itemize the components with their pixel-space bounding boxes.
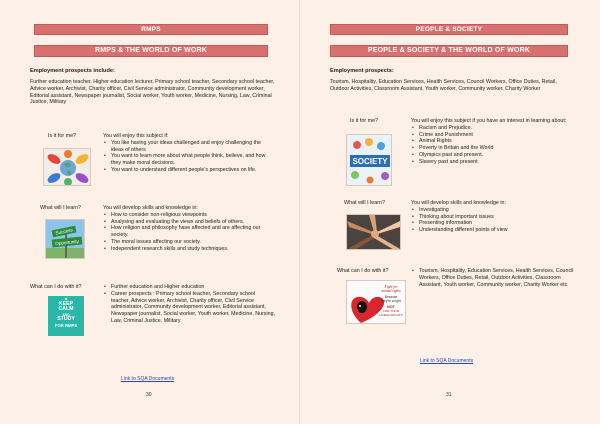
- keep-calm-line: CALM: [58, 306, 74, 313]
- list-item: • How religion and philosophy have affected and are affecting our society.: [103, 225, 275, 239]
- page-subbanner: PEOPLE & SOCIETY & THE WORLD OF WORK: [330, 45, 568, 57]
- road-sign-image: [45, 219, 85, 259]
- section-content: [411, 200, 576, 234]
- animal-rights-image: [346, 280, 406, 324]
- list-item: • Understanding different points of view: [411, 227, 576, 234]
- section-content: [103, 133, 273, 174]
- section-intro: You will develop skills and knowledge in:: [103, 205, 198, 211]
- employment-prospects: [30, 68, 278, 106]
- sign-opportunity-text: Opportunity: [54, 238, 80, 247]
- prospects-heading: Employment prospects include:: [30, 68, 115, 74]
- crown-icon: ♕: [64, 297, 68, 301]
- page-subbanner: RMPS & THE WORLD OF WORK: [34, 45, 268, 57]
- sqa-documents-link[interactable]: Link to SQA Documents: [121, 376, 175, 382]
- page-banner: PEOPLE & SOCIETY: [330, 24, 568, 35]
- list-item: • Animal Rights: [411, 138, 576, 145]
- list-item: • The moral issues affecting our society.: [103, 239, 275, 246]
- list-item: • Crime and Punishment: [411, 132, 576, 139]
- page-number: 30: [146, 392, 152, 398]
- section-content: [103, 205, 275, 252]
- bullet-list: [411, 207, 576, 234]
- section-content: [411, 268, 578, 288]
- hands-and-globe-image: [43, 148, 91, 186]
- joined-hands-image: [346, 214, 401, 250]
- keep-calm-line: KEEP: [58, 300, 74, 307]
- keep-calm-line: STUDY: [57, 316, 75, 323]
- list-item: • Presenting information: [411, 220, 576, 227]
- right-page: [300, 0, 600, 424]
- page-banner: RMPS: [34, 24, 268, 35]
- sign-success-text: Success: [55, 227, 74, 236]
- section-label: What can I do with it?: [337, 268, 389, 274]
- section-intro: You will develop skills and knowledge in:: [411, 200, 506, 206]
- list-item: • How to consider non-religious viewpoints: [103, 212, 275, 219]
- list-item: • Independent research skills and study techniques.: [103, 246, 275, 253]
- section-label: What will I learn?: [40, 205, 82, 211]
- bullet-list: [103, 212, 275, 253]
- keep-calm-image: [48, 296, 84, 336]
- keep-calm-line: AND: [62, 313, 70, 318]
- poster-text: FOR YOUR: [383, 309, 399, 313]
- poster-text: they're a right: [381, 299, 401, 303]
- poster-text: HUMAN RIGHTS: [379, 313, 403, 317]
- prospects-text: Further education teacher, Higher education lecturer, Primary school teacher, Secondary school teacher, Advice worker, Archivist, Charity officer, Civil Service administrator, Community development worker, Editorial assistant, Newspaper journalist, Social worker, Youth worker, Medicine, Nursing, Law, Criminal Justice, Military: [30, 79, 275, 106]
- poster-text: Fight for: [384, 285, 398, 289]
- poster-text: Because: [384, 295, 398, 299]
- section-label: Is it for me?: [48, 133, 77, 139]
- prospects-text: Tourism, Hospitality, Education Services, Health Services, Council Workers, Office Duties, Retail, Outdoor Activities, Classroom Assistant, Youth worker, Community worker, Charity Worker: [330, 79, 557, 92]
- section-content: [411, 118, 576, 165]
- bullet-list: [411, 125, 576, 166]
- list-item: • Poverty in Britain and the World: [411, 145, 576, 152]
- list-item: • Tourism, Hospitality, Education Services, Health Services, Council Workers, Office Duties, Retail, Outdoor Activities, Classroom Assistant, Youth worker, Community worker, Charity Worker etc: [411, 268, 578, 288]
- society-text: SOCIETY: [352, 157, 388, 166]
- list-item: • You want to learn more about what people think, believe, and how they make moral decisions.: [103, 153, 273, 167]
- section-intro: You will enjoy this subject if:: [103, 133, 169, 139]
- section-label: What will I learn?: [344, 200, 386, 206]
- section-intro: You will enjoy this subject if you have an interest in learning about:: [411, 118, 567, 124]
- list-item: • Slavery past and present: [411, 159, 576, 166]
- list-item: • Olympics past and present.: [411, 152, 576, 159]
- bullet-list: [103, 140, 273, 174]
- poster-text: animal rights: [381, 289, 401, 293]
- bullet-list: [411, 268, 578, 288]
- section-label: What can I do with it?: [30, 284, 82, 290]
- list-item: • Further education and Higher education: [103, 284, 275, 291]
- page-number: 31: [446, 392, 452, 398]
- keep-calm-line: FOR RMPS: [54, 322, 78, 328]
- list-item: • Thinking about important issues: [411, 214, 576, 221]
- bullet-list: [103, 284, 275, 325]
- section-content: [103, 284, 275, 325]
- list-item: • Analysing and evaluating the views and beliefs of others.: [103, 219, 275, 226]
- prospects-heading: Employment prospects:: [330, 68, 394, 74]
- employment-prospects: [330, 68, 574, 93]
- society-image: [346, 134, 392, 186]
- sqa-documents-link[interactable]: Link to SQA Documents: [420, 358, 474, 364]
- section-label: Is it for me?: [350, 118, 379, 124]
- list-item: • Career prospects : Primary school teacher, Secondary school teacher, Advice worker, Archivist, Charity officer, Civil Service administrator, Community development worker, Editorial assistant, Newspaper journalist, Social worker, Youth worker, Medicine, Nursing, Law, Criminal Justice, Military: [103, 291, 275, 325]
- list-item: • You like having your ideas challenged and enjoy challenging the ideas of others: [103, 140, 273, 154]
- poster-text: NOT: [386, 305, 396, 309]
- list-item: • Investigating: [411, 207, 576, 214]
- list-item: • Racism and Prejudice.: [411, 125, 576, 132]
- list-item: • You want to understand different people's perspectives on life.: [103, 167, 273, 174]
